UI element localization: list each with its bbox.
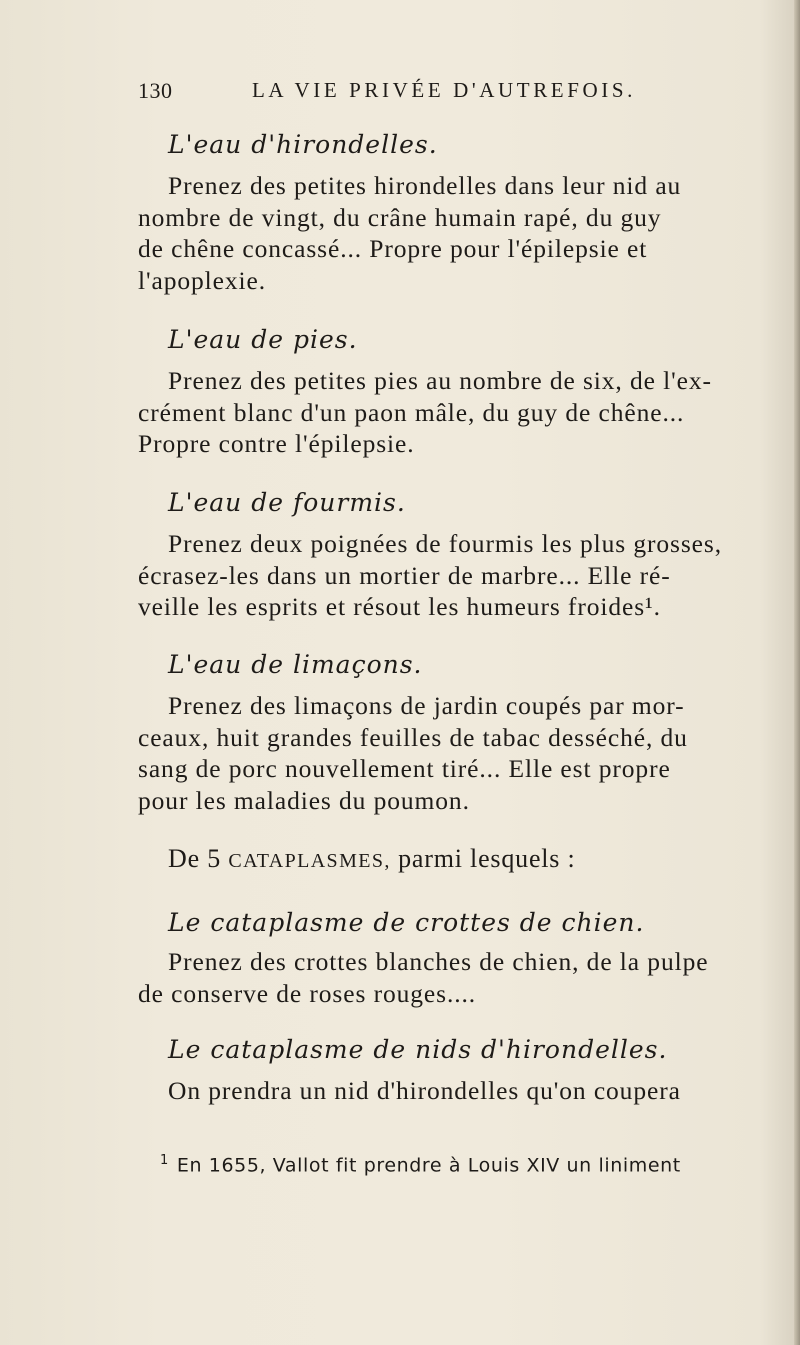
text-line: ceaux, huit grandes feuilles de tabac desséché, du [138, 722, 688, 752]
text-line: l'apoplexie. [138, 265, 266, 295]
text-line: Prenez des crottes blanches de chien, de la pulpe [168, 947, 709, 976]
section-heading-smallcaps: CATAPLASMES, [228, 850, 391, 872]
footnote-marker: 1 [160, 1153, 169, 1168]
text-line: Propre contre l'épilepsie. [138, 429, 415, 458]
page-header [138, 78, 738, 110]
entry-paragraph [138, 365, 738, 460]
text-line: veille les esprits et résout les humeurs froides¹. [138, 592, 661, 621]
text-line: nombre de vingt, du crâne humain rapé, du guy [138, 202, 662, 232]
running-title: LA VIE PRIVÉE D'AUTREFOIS. [252, 78, 637, 102]
section-heading [138, 844, 768, 874]
text-line: Prenez deux poignées de fourmis les plus grosses, [168, 529, 723, 558]
text-line: Prenez des petites pies au nombre de six, de l'ex- [168, 366, 712, 395]
text-line: sang de porc nouvellement tiré... Elle est propre [138, 754, 671, 783]
entry-paragraph [138, 946, 738, 1009]
entry-title: Le cataplasme de crottes de chien. [168, 908, 645, 937]
entry-title: L'eau d'hirondelles. [168, 130, 438, 159]
entry-title: L'eau de fourmis. [168, 488, 406, 517]
footnote-text: En 1655, Vallot fit prendre à Louis XIV un liniment [176, 1154, 681, 1177]
text-line: de chêne concassé... Propre pour l'épilepsie et [138, 234, 648, 263]
page-number: 130 [138, 78, 173, 103]
footnote [138, 1153, 760, 1176]
entry-paragraph [138, 690, 738, 816]
entry-paragraph [138, 170, 738, 296]
text-line: crément blanc d'un paon mâle, du guy de chêne... [138, 397, 685, 427]
entry-title: L'eau de pies. [168, 325, 358, 354]
text-line: écrasez-les dans un mortier de marbre... Elle ré- [138, 560, 671, 590]
text-line: Prenez des petites hirondelles dans leur nid au [168, 171, 682, 200]
entry-title: L'eau de limaçons. [168, 650, 423, 679]
page-edge [794, 0, 800, 1345]
text-line: Prenez des limaçons de jardin coupés par mor- [168, 691, 685, 720]
entry-paragraph [138, 528, 738, 623]
text-line: On prendra un nid d'hirondelles qu'on coupera [168, 1076, 681, 1105]
entry-title: Le cataplasme de nids d'hirondelles. [168, 1035, 668, 1064]
text-line: pour les maladies du poumon. [138, 785, 470, 815]
text-line: de conserve de roses rouges.... [138, 978, 477, 1008]
section-heading-suffix: parmi lesquels : [390, 844, 576, 873]
section-heading-prefix: De 5 [168, 844, 222, 873]
entry-paragraph [138, 1075, 738, 1107]
